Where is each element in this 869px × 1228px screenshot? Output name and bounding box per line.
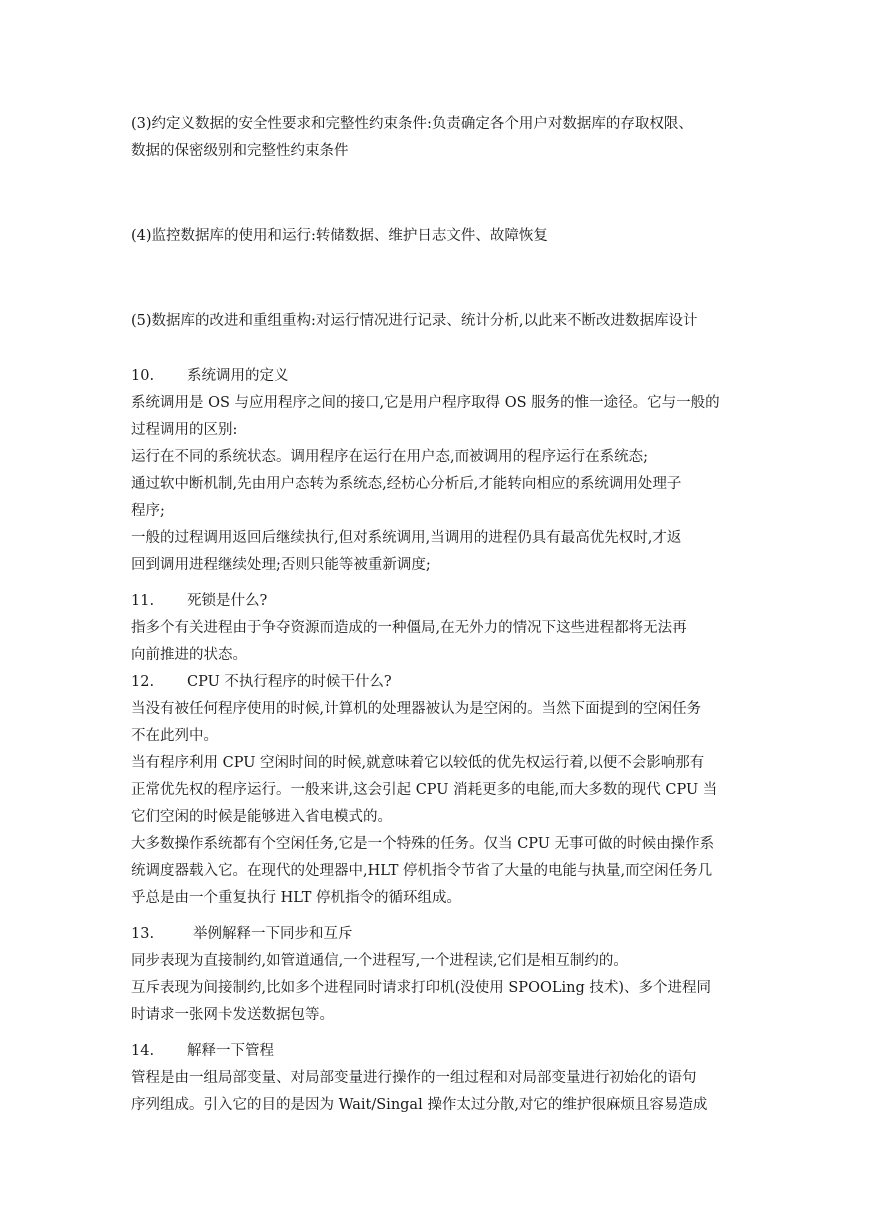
paragraph-4: (4)监控数据库的使用和运行:转储数据、维护日志文件、故障恢复 [131,228,548,244]
section-title: CPU 不执行程序的时候干什么? [187,674,392,690]
section-title: 系统调用的定义 [187,368,289,384]
text-line: 过程调用的区别: [131,422,238,438]
text-line: 管程是由一组局部变量、对局部变量进行操作的一组过程和对局部变量进行初始化的语句 [131,1070,697,1086]
paragraph-3-line-2: 数据的保密级别和完整性约束条件 [131,143,349,159]
section-number: 14. [131,1043,155,1059]
text-line: 序列组成。引入它的目的是因为 Wait/Singal 操作太过分散,对它的维护很麻烦且容易造成 [131,1097,708,1113]
section-14-heading [131,1041,274,1061]
section-number: 13. [131,926,155,942]
section-11-heading [131,591,267,611]
text-line: 不在此列中。 [131,728,218,744]
text-line: 系统调用是 OS 与应用程序之间的接口,它是用户程序取得 OS 服务的惟一途径。它与一般的 [131,395,720,411]
text-line: 互斥表现为间接制约,比如多个进程同时请求打印机(没使用 SPOOLing 技术)、多个进程同 [131,980,711,996]
section-number: 10. [131,368,155,384]
section-title: 死锁是什么? [187,593,268,609]
paragraph-5: (5)数据库的改进和重组重构:对运行情况进行记录、统计分析,以此来不断改进数据库设计 [131,313,698,329]
text-line: 正常优先权的程序运行。一般来讲,这会引起 CPU 消耗更多的电能,而大多数的现代 CPU 当 [131,782,718,798]
text-line: 它们空闲的时候是能够进入省电模式的。 [131,809,392,825]
section-number: 11. [131,593,155,609]
text-line: 向前推进的状态。 [131,647,247,663]
section-title: 举例解释一下同步和互斥 [193,926,353,942]
text-line: 同步表现为直接制约,如管道通信,一个进程写,一个进程读,它们是相互制约的。 [131,953,628,969]
text-line: 时请求一张网卡发送数据包等。 [131,1007,334,1023]
section-title: 解释一下管程 [187,1043,274,1059]
text-line: 当有程序利用 CPU 空闲时间的时候,就意味着它以较低的优先权运行着,以便不会影响那有 [131,755,705,771]
text-line: 指多个有关进程由于争夺资源而造成的一种僵局,在无外力的情况下这些进程都将无法再 [131,620,687,636]
text-line: 通过软中断机制,先由用户态转为系统态,经枋心分析后,才能转向相应的系统调用处理子 [131,476,682,492]
section-12-heading [131,672,392,692]
section-13-heading [131,924,353,944]
section-10-heading [131,366,289,386]
paragraph-3-line-1: (3)约定义数据的安全性要求和完整性约束条件:负责确定各个用户对数据库的存取权限、 [131,116,693,132]
text-line: 一般的过程调用返回后继续执行,但对系统调用,当调用的进程仍具有最高优先权时,才返 [131,530,682,546]
text-line: 程序; [131,503,165,519]
text-line: 大多数操作系统都有个空闲任务,它是一个特殊的任务。仅当 CPU 无事可做的时候由操作系 [131,836,715,852]
text-line: 当没有被任何程序使用的时候,计算机的处理器被认为是空闲的。当然下面提到的空闲任务 [131,701,702,717]
section-number: 12. [131,674,155,690]
text-line: 回到调用进程继续处理;否则只能等被重新调度; [131,557,431,573]
text-line: 乎总是由一个重复执行 HLT 停机指令的循环组成。 [131,890,461,906]
text-line: 统调度器载入它。在现代的处理器中,HLT 停机指令节省了大量的电能与执量,而空闲任务几 [131,863,713,879]
text-line: 运行在不同的系统状态。调用程序在运行在用户态,而被调用的程序运行在系统态; [131,449,648,465]
